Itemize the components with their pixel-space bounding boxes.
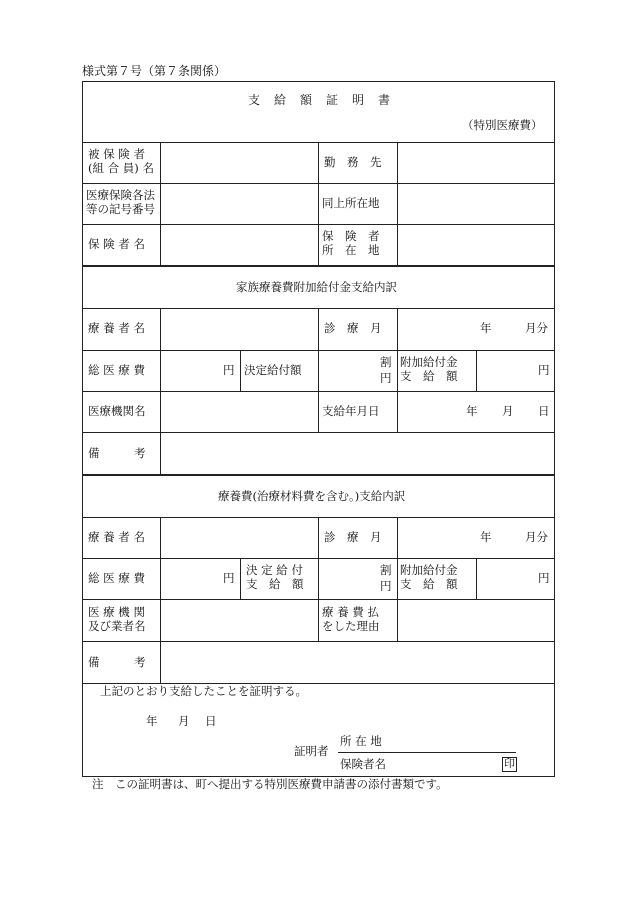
family-wari: 割: [380, 355, 392, 369]
cert-day: 日: [205, 714, 217, 728]
medical-institution-input[interactable]: [161, 600, 317, 640]
family-en: 円: [380, 371, 392, 385]
family-additional-label: 附加給付金 支 給 額: [400, 355, 458, 383]
family-remarks-input[interactable]: [161, 433, 554, 473]
medical-additional-yen: 円: [538, 571, 550, 585]
workplace-input[interactable]: [398, 143, 554, 183]
family-pay-year: 年: [466, 404, 478, 418]
address-input[interactable]: [398, 184, 554, 224]
medical-remarks-input[interactable]: [161, 642, 554, 682]
frame-top: [82, 81, 555, 82]
family-patient-label: 療 養 者 名: [88, 321, 145, 335]
family-total-label: 総 医 療 費: [88, 363, 145, 377]
family-patient-input[interactable]: [161, 309, 317, 349]
insurer-address-input[interactable]: [398, 225, 554, 265]
workplace-label: 勤 務 先: [324, 155, 382, 169]
medical-additional-label: 附加給付金 支 給 額: [400, 563, 458, 591]
medical-reason-input[interactable]: [398, 600, 554, 640]
medical-institution-label: 医 療 機 関 及び業者名: [88, 605, 146, 633]
certifier-label: 証明者: [294, 744, 329, 758]
family-pay-day: 日: [538, 404, 550, 418]
address-label: 同上所在地: [322, 196, 380, 210]
medical-yen: 円: [223, 571, 235, 585]
col-line: [397, 308, 398, 433]
col-line: [318, 142, 319, 266]
family-institution-label: 医療機関名: [88, 404, 146, 418]
symbol-number-input[interactable]: [161, 184, 317, 224]
insurer-name-sign-input[interactable]: [398, 754, 498, 774]
col-line: [240, 558, 241, 600]
location-label: 所 在 地: [340, 734, 382, 748]
col-line: [318, 517, 319, 641]
insurer-name-sign-label: 保険者名: [340, 757, 386, 771]
seal-mark: 印: [504, 757, 515, 770]
family-decided-label: 決定給付額: [244, 363, 302, 377]
family-month-unit: 月分: [525, 321, 548, 335]
medical-patient-label: 療 養 者 名: [88, 530, 145, 544]
medical-en: 円: [380, 579, 392, 593]
frame-left: [82, 81, 83, 776]
footnote: 注 この証明書は、町へ提出する特別医療費申請書の添付書類です。: [92, 777, 448, 791]
cert-month: 月: [178, 714, 190, 728]
location-input[interactable]: [398, 726, 502, 750]
col-line: [476, 558, 477, 600]
medical-year-unit: 年: [480, 530, 492, 544]
symbol-number-label: 医療保険各法 等の記号番号: [86, 188, 155, 216]
insurer-address-label: 保 険 者 所 在 地: [322, 229, 380, 257]
medical-month-label: 診 療 月: [324, 530, 382, 544]
certification-statement: 上記のとおり支給したことを証明する。: [100, 684, 307, 698]
family-section-title: 家族療養費附加給付金支給内訳: [236, 280, 397, 294]
medical-decided-label: 決 定 給 付 支 給 額: [246, 563, 304, 591]
medical-section-title: 療養費(治療材料費を含む。)支給内訳: [218, 489, 406, 503]
medical-reason-label: 療 養 費 払 をした理由: [322, 605, 380, 633]
form-number: 様式第７号（第７条関係）: [82, 64, 227, 78]
frame-right: [554, 81, 555, 776]
cert-year: 年: [146, 714, 158, 728]
section-divider: [82, 474, 555, 476]
medical-remarks-label: 備 考: [88, 655, 146, 669]
family-total-input[interactable]: [161, 351, 239, 391]
insured-name-label: 被 保 険 者 (組 合 員) 名: [88, 147, 154, 175]
col-line: [476, 350, 477, 392]
family-institution-input[interactable]: [161, 392, 317, 432]
medical-total-label: 総 医 療 費: [88, 571, 145, 585]
page-subtitle: （特別医療費）: [462, 118, 543, 132]
family-additional-yen: 円: [538, 363, 550, 377]
col-line: [318, 308, 319, 433]
insurer-name-input[interactable]: [161, 225, 317, 265]
medical-patient-input[interactable]: [161, 518, 317, 558]
page-title: 支給額証明書: [248, 93, 405, 107]
family-remarks-label: 備 考: [88, 446, 146, 460]
insured-name-input[interactable]: [161, 143, 317, 183]
family-pay-month: 月: [502, 404, 514, 418]
family-year-unit: 年: [480, 321, 492, 335]
col-line: [240, 350, 241, 392]
medical-total-input[interactable]: [161, 559, 239, 599]
family-pay-date-label: 支給年月日: [322, 404, 380, 418]
medical-wari: 割: [380, 563, 392, 577]
insurer-name-label: 保 険 者 名: [88, 237, 145, 251]
medical-month-unit: 月分: [525, 530, 548, 544]
family-yen: 円: [223, 363, 235, 377]
family-month-label: 診 療 月: [324, 321, 382, 335]
location-underline: [338, 752, 516, 753]
